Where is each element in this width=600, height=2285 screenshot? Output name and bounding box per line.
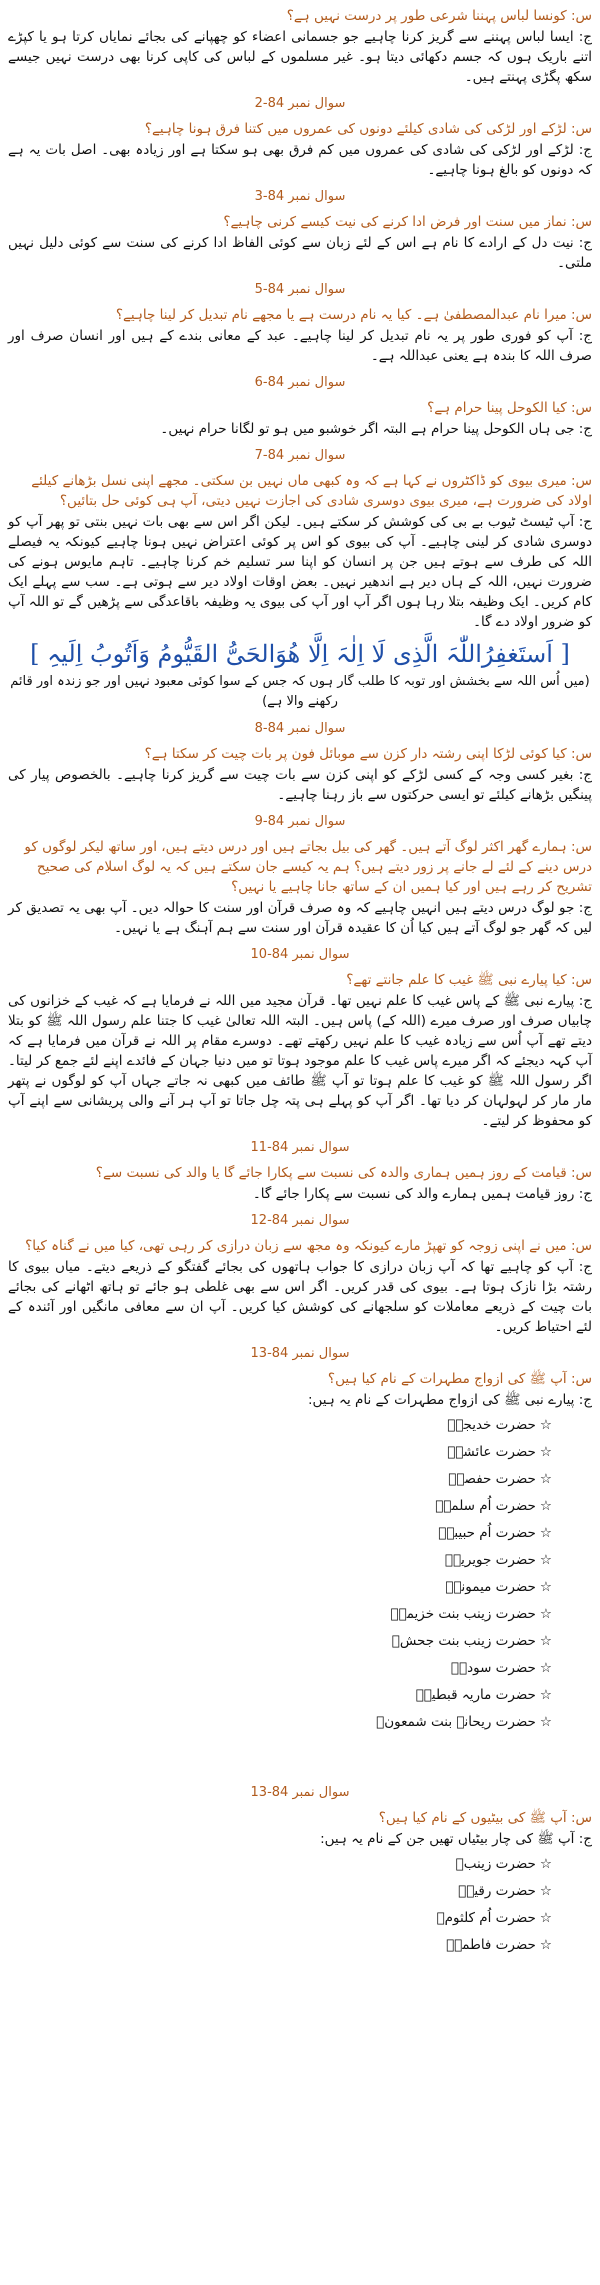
list-item-text: حضرت میمونہؓ xyxy=(445,1579,536,1595)
star-icon: ☆ xyxy=(539,1883,552,1899)
question-text: س: میری بیوی کو ڈاکٹروں نے کہا ہے کہ وہ کبھی ماں نہیں بن سکتی۔ مجھے اپنی نسل بڑھانے کیلئے اولاد کی ضرورت ہے، میری بیوی دوسری شادی کی اجازت نہیں دیتی، آپ ہی کوئی حل بتائیں؟ xyxy=(31,473,592,509)
qa-item xyxy=(8,279,592,366)
qa-item xyxy=(8,811,592,938)
list-item xyxy=(8,1439,552,1466)
list-item-text: حضرت خدیجہؓ xyxy=(447,1417,536,1433)
question-number: سوال نمبر 84-6 xyxy=(254,375,346,390)
question-number: سوال نمبر 84-13 xyxy=(250,1346,350,1361)
qa-item xyxy=(8,372,592,439)
names-list xyxy=(8,1412,592,1736)
star-icon: ☆ xyxy=(539,1937,552,1953)
answer-text: ج: نیت دل کے ارادے کا نام ہے اس کے لئے زبان سے کوئی الفاظ ادا کرنے کی سنت سے کوئی دلیل نہیں ملتی۔ xyxy=(8,235,592,271)
answer-text: ج: آپ کو فوری طور پر یہ نام تبدیل کر لینا چاہیے۔ عبد کے معانی بندے کے ہیں اور انسان صرف اور صرف اللہ کا بندہ ہے یعنی عبداللہ ہے۔ xyxy=(8,328,592,364)
list-item-text: حضرت فاطمہؓ xyxy=(446,1937,536,1953)
list-item xyxy=(8,1547,552,1574)
list-item-text: حضرت زینبؓ xyxy=(455,1856,536,1872)
question-number: سوال نمبر 84-11 xyxy=(250,1140,350,1155)
list-item-text: حضرت سودہؓ xyxy=(450,1660,536,1676)
list-item-text: حضرت زینب بنت جحشؓ xyxy=(391,1633,536,1649)
question-text: س: میں نے اپنی زوجہ کو تھپڑ مارے کیونکہ وہ مجھ سے زبان درازی کر رہی تھی، کیا میں نے گناہ کیا؟ xyxy=(25,1238,592,1254)
star-icon: ☆ xyxy=(539,1714,552,1730)
question-number: سوال نمبر 84-2 xyxy=(254,96,346,111)
question-number: سوال نمبر 84-8 xyxy=(254,721,346,736)
question-text: س: کیا الکوحل پینا حرام ہے؟ xyxy=(427,400,592,416)
list-item xyxy=(8,1601,552,1628)
question-text: س: ہمارے گھر اکثر لوگ آتے ہیں۔ گھر کی بیل بجاتے ہیں اور درس دیتے ہیں، اور ساتھ لیکر لوگوں کو درس دینے کے لئے لے جانے پر زور دیتے ہیں؟ ہم یہ کیسے جان سکتے ہیں کہ یہ لوگ اسلام کی صحیح تشریح کر رہے ہیں اور کیا ہمیں ان کے ساتھ جانا چاہیے یا نہیں؟ xyxy=(24,839,592,895)
star-icon: ☆ xyxy=(539,1552,552,1568)
question-text: س: نماز میں سنت اور فرض ادا کرنے کی نیت کیسے کرنی چاہیے؟ xyxy=(223,214,592,230)
question-number: سوال نمبر 84-10 xyxy=(250,947,350,962)
list-item xyxy=(8,1851,552,1878)
question-number: سوال نمبر 84-12 xyxy=(250,1213,350,1228)
qa-item xyxy=(8,1343,592,1736)
star-icon: ☆ xyxy=(539,1660,552,1676)
list-item-text: حضرت اُم حبیبہؓ xyxy=(438,1525,536,1541)
names-list xyxy=(8,1851,592,1959)
list-item-text: حضرت زینب بنت خزیمہؓ xyxy=(390,1606,536,1622)
star-icon: ☆ xyxy=(539,1856,552,1872)
question-text: س: آپ ﷺ کی بیٹیوں کے نام کیا ہیں؟ xyxy=(378,1810,592,1826)
star-icon: ☆ xyxy=(539,1687,552,1703)
star-icon: ☆ xyxy=(539,1417,552,1433)
star-icon: ☆ xyxy=(539,1606,552,1622)
qa-item xyxy=(8,1210,592,1337)
list-item xyxy=(8,1905,552,1932)
list-item-text: حضرت جویریہؓ xyxy=(444,1552,536,1568)
list-item-text: حضرت عائشہؓ xyxy=(447,1444,536,1460)
qa-item xyxy=(8,6,592,87)
answer-text: ج: آپ ٹیسٹ ٹیوب بے بی کی کوشش کر سکتے ہیں۔ لیکن اگر اس سے بھی بات نہیں بنتی تو پھر آپ کو دوسری شادی کر لینی چاہیے۔ آپ کی بیوی کو اس پر کوئی اعتراض نہیں ہونا چاہیے کیونکہ یہ فیصلے اللہ کی طرف سے ہوتے ہیں جن پر انسان کو اپنا سر تسلیم خم کرنا چاہیے۔ تاہم مایوس ہونے کی ضرورت نہیں، اللہ کے ہاں دیر ہے اندھیر نہیں۔ بعض اوقات اولاد دیر سے ہوتی ہے۔ سب سے پہلے ایک کام کریں۔ ایک وظیفہ بتلا رہا ہوں اگر آپ اور آپ کی بیوی یہ وظیفہ باقاعدگی سے پڑھیں گے تو اللہ آپ کو ضرور اولاد دے گا۔ xyxy=(8,514,592,630)
list-item xyxy=(8,1878,552,1905)
list-item xyxy=(8,1466,552,1493)
list-item xyxy=(8,1709,552,1736)
answer-text: ج: پیارے نبی ﷺ کے پاس غیب کا علم نہیں تھا۔ قرآن مجید میں اللہ نے فرمایا ہے کہ غیب کے خزانوں کی چابیاں صرف اور صرف میرے (اللہ کے) پاس ہیں۔ البتہ اللہ تعالیٰ غیب کا جتنا علم رسول اللہ ﷺ کو بتلا دیتے تھے آپ اُس سے زیادہ غیب کا علم نہیں رکھتے تھے۔ دوسرے مقام پر اللہ نے قرآن میں فرمایا ہے کہ آپ کہہ دیجئے کہ اگر میرے پاس غیب کا علم موجود ہوتا تو میں دنیا جہان کے فائدے اپنے لئے جمع کر لیتا۔ اگر رسول اللہ ﷺ کو غیب کا علم ہوتا تو آپ ﷺ طائف میں کبھی نہ جاتے جہاں آپ کو لوگوں نے پتھر مار مار کر لہولہان کر دیا تھا۔ اگر آپ کو پہلے ہی پتہ چل جاتا تو آپ ہر آنے والی پریشانی سے اپنے آپ کو محفوظ کر لیتے۔ xyxy=(8,993,592,1129)
question-number: سوال نمبر 84-7 xyxy=(254,448,346,463)
dua-translation: (میں اُس اللہ سے بخشش اور توبہ کا طلب گار ہوں کہ جس کے سوا کوئی معبود نہیں اور جو زندہ اور قائم رکھنے والا ہے) xyxy=(10,674,590,709)
answer-text: ج: آپ کو چاہیے تھا کہ آپ زبان درازی کا جواب ہاتھوں کی بجائے گفتگو کے ذریعے دیتے۔ میاں بیوی کا رشتہ بڑا نازک ہوتا ہے۔ بیوی کی قدر کریں۔ اگر اس سے بھی غلطی ہو جائے تو ہاتھ اٹھانے کی بجائے بات چیت کے ذریعے معاملات کو سلجھانے کی کوشش کیا کریں۔ آپ ان سے معافی مانگیں اور آئندہ کے لئے احتیاط کریں۔ xyxy=(8,1259,592,1335)
question-number: سوال نمبر 84-9 xyxy=(254,814,346,829)
section-gap xyxy=(8,1736,592,1776)
question-text: س: لڑکے اور لڑکی کی شادی کیلئے دونوں کی عمروں میں کتنا فرق ہونا چاہیے؟ xyxy=(144,121,592,137)
qa-item xyxy=(8,93,592,180)
list-item-text: حضرت اُم کلثومؓ xyxy=(436,1910,536,1926)
list-item xyxy=(8,1655,552,1682)
star-icon: ☆ xyxy=(539,1579,552,1595)
list-item-text: حضرت حفصہؓ xyxy=(448,1471,536,1487)
answer-text: ج: پیارے نبی ﷺ کی ازواج مطہرات کے نام یہ ہیں: xyxy=(307,1392,592,1408)
answer-text: ج: جو لوگ درس دیتے ہیں انہیں چاہیے کہ وہ صرف قرآن اور سنت کا حوالہ دیں۔ آپ بھی یہ تصدیق کر لیں کہ گھر جو لوگ آتے ہیں کیا اُن کا عقیدہ قرآن اور سنت سے ہم آہنگ ہے یا نہیں۔ xyxy=(8,900,592,936)
answer-text: ج: لڑکے اور لڑکی کی شادی کی عمروں میں کم فرق بھی ہو سکتا ہے اور زیادہ بھی۔ اصل بات یہ ہے کہ دونوں کو بالغ ہونا چاہیے۔ xyxy=(8,142,592,178)
answer-text: ج: بغیر کسی وجہ کے کسی لڑکے کو اپنی کزن سے بات چیت سے گریز کرنا چاہیے۔ بالخصوص پیار کی پینگیں بڑھانے کیلئے تو ایسی حرکتوں سے باز رہنا چاہیے۔ xyxy=(8,767,592,803)
list-item xyxy=(8,1412,552,1439)
question-number: سوال نمبر 84-3 xyxy=(254,189,346,204)
answer-text: ج: آپ ﷺ کی چار بیٹیاں تھیں جن کے نام یہ ہیں: xyxy=(320,1831,592,1847)
star-icon: ☆ xyxy=(539,1910,552,1926)
star-icon: ☆ xyxy=(539,1498,552,1514)
qa-item xyxy=(8,718,592,805)
list-item-text: حضرت رقیہؓ xyxy=(458,1883,536,1899)
answer-text: ج: ایسا لباس پہننے سے گریز کرنا چاہیے جو جسمانی اعضاء کو چھپانے کی بجائے نمایاں کرتا ہو یا کپڑے اتنے باریک ہوں کہ جسم دکھائی دیتا ہو۔ غیر مسلموں کے لباس کی کاپی کرنا بھی درست نہیں جیسے سکھ پگڑی پہنتے ہیں۔ xyxy=(8,29,592,85)
question-number: سوال نمبر 84-5 xyxy=(254,282,346,297)
question-text: س: کیا پیارے نبی ﷺ غیب کا علم جانتے تھے؟ xyxy=(346,972,592,988)
list-item-text: حضرت اُم سلمہؓ xyxy=(435,1498,536,1514)
question-text: س: آپ ﷺ کی ازواج مطہرات کے نام کیا ہیں؟ xyxy=(327,1371,592,1387)
list-item xyxy=(8,1932,552,1959)
question-text: س: میرا نام عبدالمصطفیٰ ہے۔ کیا یہ نام درست ہے یا مجھے نام تبدیل کر لینا چاہیے؟ xyxy=(115,307,592,323)
list-item xyxy=(8,1493,552,1520)
star-icon: ☆ xyxy=(539,1471,552,1487)
star-icon: ☆ xyxy=(539,1444,552,1460)
qa-item xyxy=(8,445,592,632)
question-number: سوال نمبر 84-13 xyxy=(250,1785,350,1800)
qa-item xyxy=(8,944,592,1131)
list-item xyxy=(8,1574,552,1601)
answer-text: ج: جی ہاں الکوحل پینا حرام ہے البتہ اگر خوشبو میں ہو تو لگانا حرام نہیں۔ xyxy=(160,421,592,437)
list-item xyxy=(8,1628,552,1655)
qa-item xyxy=(8,186,592,273)
star-icon: ☆ xyxy=(539,1525,552,1541)
list-item xyxy=(8,1520,552,1547)
answer-text: ج: روز قیامت ہمیں ہمارے والد کی نسبت سے پکارا جائے گا۔ xyxy=(252,1186,592,1202)
question-text: س: کونسا لباس پہننا شرعی طور پر درست نہیں ہے؟ xyxy=(286,8,592,24)
question-text: س: قیامت کے روز ہمیں ہماری والدہ کی نسبت سے پکارا جائے گا یا والد کی نسبت سے؟ xyxy=(95,1165,592,1181)
qa-item xyxy=(8,1736,592,1959)
list-item-text: حضرت ماریہ قبطیہؓ xyxy=(415,1687,536,1703)
arabic-dua: [ اَستَغفِرُاللّٰہَ الَّذِی لَا اِلٰہَ اِلَّا ھُوَالحَیُّ القَیُّومُ وَاَتُوبُ اِلَیہِ ] xyxy=(30,640,570,668)
list-item xyxy=(8,1682,552,1709)
list-item-text: حضرت ریحانہ بنت شمعونؓ xyxy=(376,1714,536,1730)
qa-item xyxy=(8,636,592,712)
qa-item xyxy=(8,1137,592,1204)
question-text: س: کیا کوئی لڑکا اپنی رشتہ دار کزن سے موبائل فون پر بات چیت کر سکتا ہے؟ xyxy=(144,746,592,762)
star-icon: ☆ xyxy=(539,1633,552,1649)
